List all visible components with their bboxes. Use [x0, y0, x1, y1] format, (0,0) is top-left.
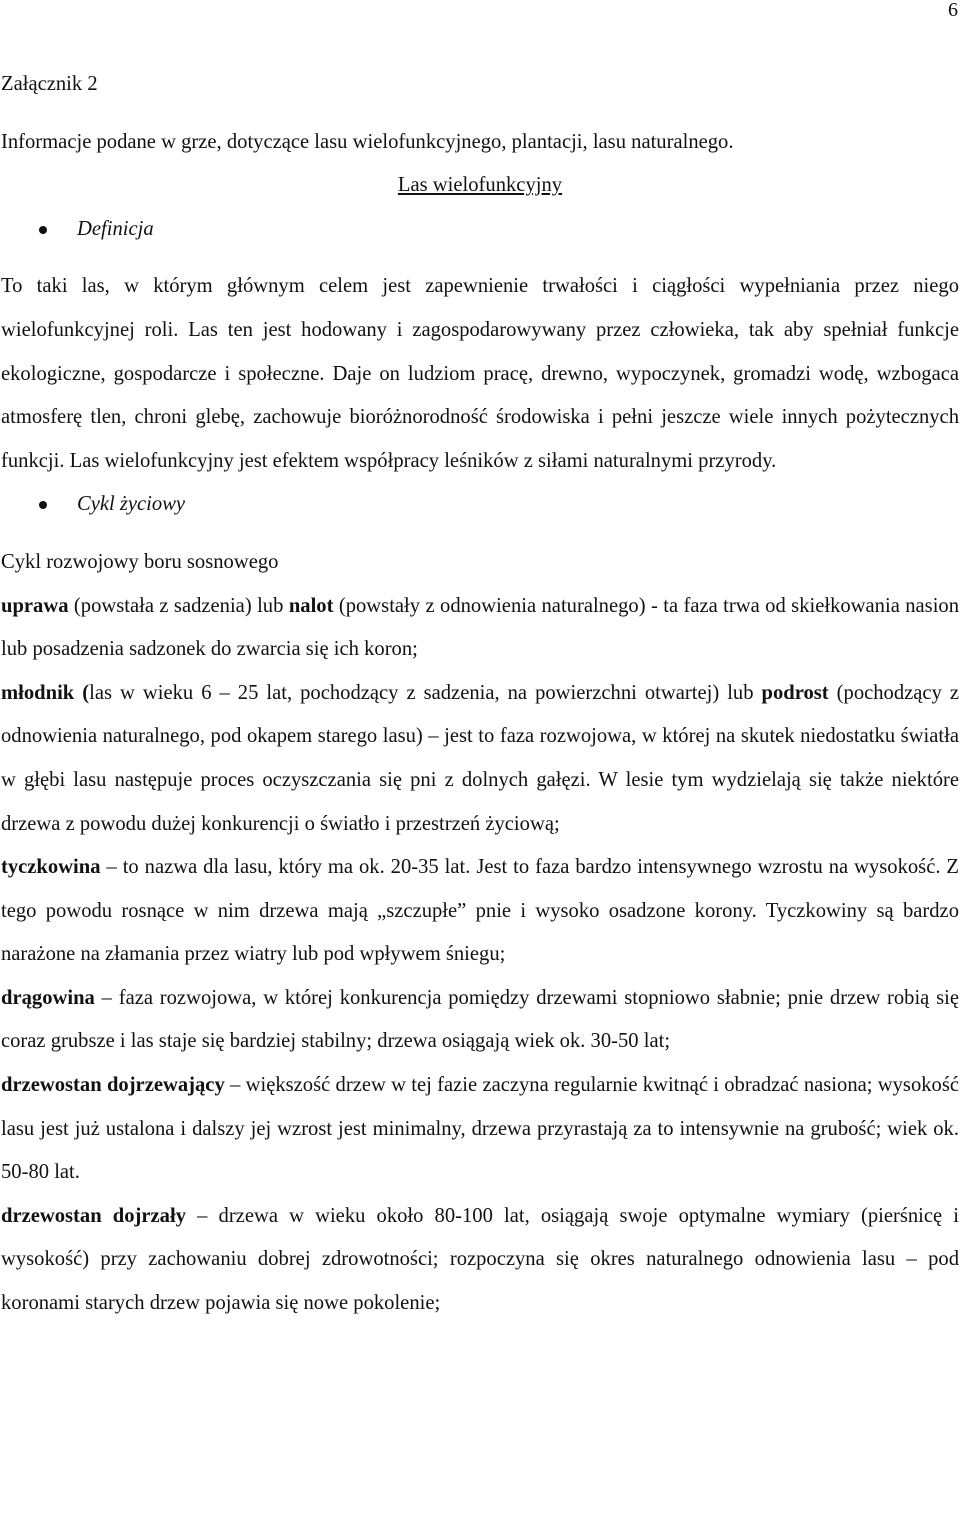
stage-mlodnik: młodnik (las w wieku 6 – 25 lat, pochodzący z sadzenia, na powierzchni otwartej) lub podrost (pochodzący z odnowienia naturalnego, pod okapem starego lasu) – jest to faza rozwojowa, w której na skutek niedostatku światła w głębi lasu następuje proces oczyszczania się pni z dolnych gałęzi. W lesie tym wydzielają się także niektóre drzewa z powodu dużej konkurencji o światło i przestrzeń życiową; — [1, 681, 960, 835]
lifecycle-heading: Cykl życiowy — [1, 483, 959, 527]
lifecycle-subtitle: Cykl rozwojowy boru sosnowego — [1, 550, 279, 573]
bullet-icon — [39, 226, 47, 234]
section-title: Las wielofunkcyjny — [397, 174, 563, 197]
stage-tyczkowina: tyczkowina – to nazwa dla lasu, który ma ok. 20-35 lat. Jest to faza bardzo intensywnego wzrostu na wysokość. Z tego powodu rosnące w nim drzewa mają „szczupłe” pnie i wysoko osadzone korony. Tyczkowiny są bardzo narażone na złamania przez wiatry lub pod wpływem śniegu; — [1, 856, 959, 966]
page-number: 6 — [948, 0, 958, 21]
stage-drzewostan-dojrzaly: drzewostan dojrzały – drzewa w wieku około 80-100 lat, osiągają swoje optymalne wymiary (pierśnicę i wysokość) przy zachowaniu dobrej zdrowotności; rozpoczyna się okres naturalnego odnowienia lasu – pod koronami starych drzew pojawia się nowe pokolenie; — [1, 1204, 960, 1315]
intro-paragraph: Informacje podane w grze, dotyczące lasu wielofunkcyjnego, plantacji, lasu naturalnego. — [1, 130, 734, 153]
definition-heading: Definicja — [1, 208, 959, 252]
bullet-icon — [39, 501, 47, 509]
stage-uprawa: uprawa (powstała z sadzenia) lub nalot (powstały z odnowienia naturalnego) - ta faza trwa od skiełkowania nasion lub posadzenia sadzonek do zwarcia się ich koron; — [1, 594, 960, 661]
stage-dragowina: drągowina – faza rozwojowa, w której konkurencja pomiędzy drzewami stopniowo słabnie; pnie drzew robią się coraz grubsze i las staje się bardziej stabilny; drzewa osiągają wiek ok. 30-50 lat; — [1, 986, 959, 1053]
annex-title: Załącznik 2 — [1, 73, 98, 95]
document-content — [1, 63, 959, 1326]
definition-text: To taki las, w którym głównym celem jest zapewnienie trwałości i ciągłości wypełniania przez niego wielofunkcyjnej roli. Las ten jest hodowany i zagospodarowywany przez człowieka, tak aby spełniał funkcje ekologiczne, gospodarcze i społeczne. Daje on ludziom pracę, drewno, wypoczynek, gromadzi wodę, wzbogaca atmosferę tlen, chroni glebę, zachowuje bioróżnorodność środowiska i pełni jeszcze wiele innych pożytecznych funkcji. Las wielofunkcyjny jest efektem współpracy leśników z siłami naturalnymi przyrody. — [1, 275, 959, 472]
stage-drzewostan-dojrzewajacy: drzewostan dojrzewający – większość drzew w tej fazie zaczyna regularnie kwitnąć i obradzać nasiona; wysokość lasu jest już ustalona i dalszy jej wzrost jest minimalny, drzewa przyrastają za to intensywnie na grubość; wiek ok. 50-80 lat. — [1, 1074, 959, 1184]
